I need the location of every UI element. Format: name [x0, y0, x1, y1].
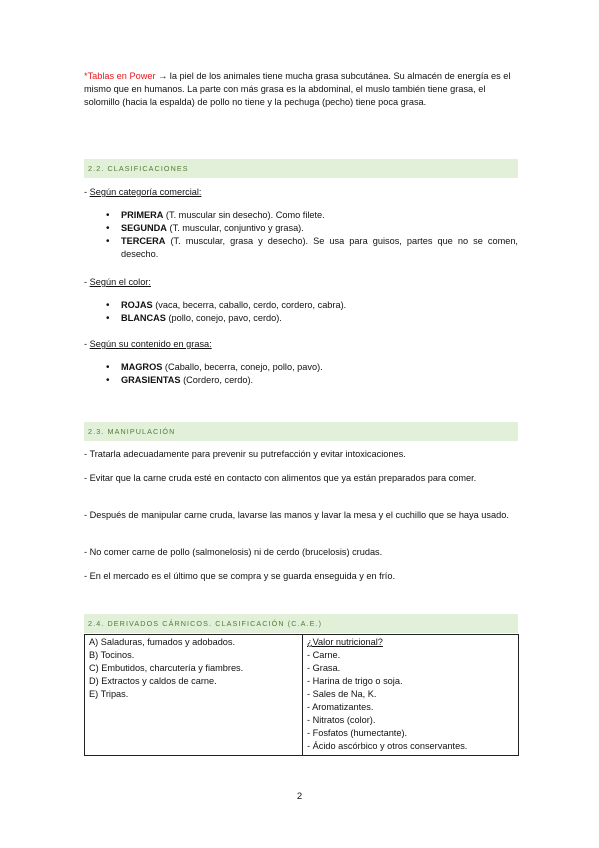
section-header-clasificaciones — [84, 159, 518, 178]
group-heading: - Según categoría comercial: — [84, 187, 202, 197]
paragraph: - Tratarla adecuadamente para prevenir su putrefacción y evitar intoxicaciones. — [84, 449, 406, 459]
section-title: 2.4. DERIVADOS CÁRNICOS. CLASIFICACIÓN (C.A.E.) — [88, 619, 323, 628]
bullet-list — [84, 209, 518, 261]
list-item: A) Saladuras, fumados y adobados. — [89, 637, 236, 647]
bullet-icon: • — [106, 362, 110, 373]
bullet-icon: • — [106, 210, 110, 221]
derivados-table-wrap — [84, 634, 518, 756]
list-item: D) Extractos y caldos de carne. — [89, 676, 217, 686]
group-heading: - Según su contenido en grasa: — [84, 339, 212, 349]
paragraph: - Evitar que la carne cruda esté en contacto con alimentos que ya están preparados para comer. — [84, 473, 477, 483]
bullet-icon: • — [106, 375, 110, 386]
list-item: - Fosfatos (humectante). — [307, 728, 408, 738]
list-item: • GRASIENTAS (Cordero, cerdo). — [106, 375, 254, 386]
list-item: - Harina de trigo o soja. — [307, 676, 403, 686]
list-item: - Ácido ascórbico y otros conservantes. — [307, 741, 468, 751]
derivados-table — [84, 634, 519, 756]
bullet-icon: • — [106, 313, 110, 324]
group-color — [84, 276, 518, 325]
list-item: - Nitratos (color). — [307, 715, 376, 725]
section-header-derivados — [84, 614, 518, 633]
list-item: • MAGROS (Caballo, becerra, conejo, pollo, pavo). — [106, 362, 323, 373]
bullet-icon: • — [106, 223, 110, 234]
bullet-icon: • — [106, 300, 110, 311]
list-item: - Sales de Na, K. — [307, 689, 377, 699]
list-item: • ROJAS (vaca, becerra, caballo, cerdo, cordero, cabra). — [106, 300, 347, 311]
intro-paragraph — [84, 70, 518, 109]
list-item: • BLANCAS (pollo, conejo, pavo, cerdo). — [106, 313, 282, 324]
page-number: 2 — [296, 791, 303, 802]
list-item: • PRIMERA (T. muscular sin desecho). Como filete. — [106, 210, 325, 221]
paragraph: - En el mercado es el último que se compra y se guarda enseguida y en frío. — [84, 571, 396, 581]
section-title: 2.3. MANIPULACIÓN — [88, 427, 176, 436]
bullet-icon: • — [106, 236, 110, 247]
intro-text: la piel de los animales tiene mucha grasa subcutánea. Su almacén de energía es el mismo que en humanos. La parte con más grasa es la abdominal, el muslo también tiene grasa, el solomillo (hacia la espalda) de pollo no tiene y la pechuga (pecho) tiene poca grasa. — [84, 71, 511, 107]
arrow-icon: → — [158, 71, 168, 81]
list-item: • TERCERA (T. muscular, grasa y desecho). Se usa para guisos, partes que no se comen, desecho. — [106, 236, 518, 259]
paragraph: - No comer carne de pollo (salmonelosis) ni de cerdo (brucelosis) crudas. — [84, 547, 383, 557]
list-item: E) Tripas. — [89, 689, 129, 699]
list-item: • SEGUNDA (T. muscular, conjuntivo y grasa). — [106, 223, 304, 234]
list-item: C) Embutidos, charcutería y fiambres. — [89, 663, 244, 673]
paragraph: - Después de manipular carne cruda, lavarse las manos y lavar la mesa y el cuchillo que se haya usado. — [84, 510, 509, 520]
table-row — [85, 635, 519, 756]
intro-highlight: *Tablas en Power — [84, 71, 156, 81]
section-title: 2.2. CLASIFICACIONES — [88, 164, 189, 173]
bullet-list — [84, 299, 518, 325]
column-heading: ¿Valor nutricional? — [307, 637, 383, 647]
bullet-list — [84, 361, 518, 387]
list-item: B) Tocinos. — [89, 650, 135, 660]
group-categoria-comercial — [84, 186, 518, 261]
table-cell-left — [85, 635, 303, 756]
list-item: - Aromatizantes. — [307, 702, 374, 712]
section-header-manipulacion — [84, 422, 518, 441]
list-item: - Grasa. — [307, 663, 341, 673]
table-cell-right — [303, 635, 519, 756]
list-item: - Carne. — [307, 650, 341, 660]
group-heading: - Según el color: — [84, 277, 151, 287]
group-contenido-grasa — [84, 338, 518, 387]
